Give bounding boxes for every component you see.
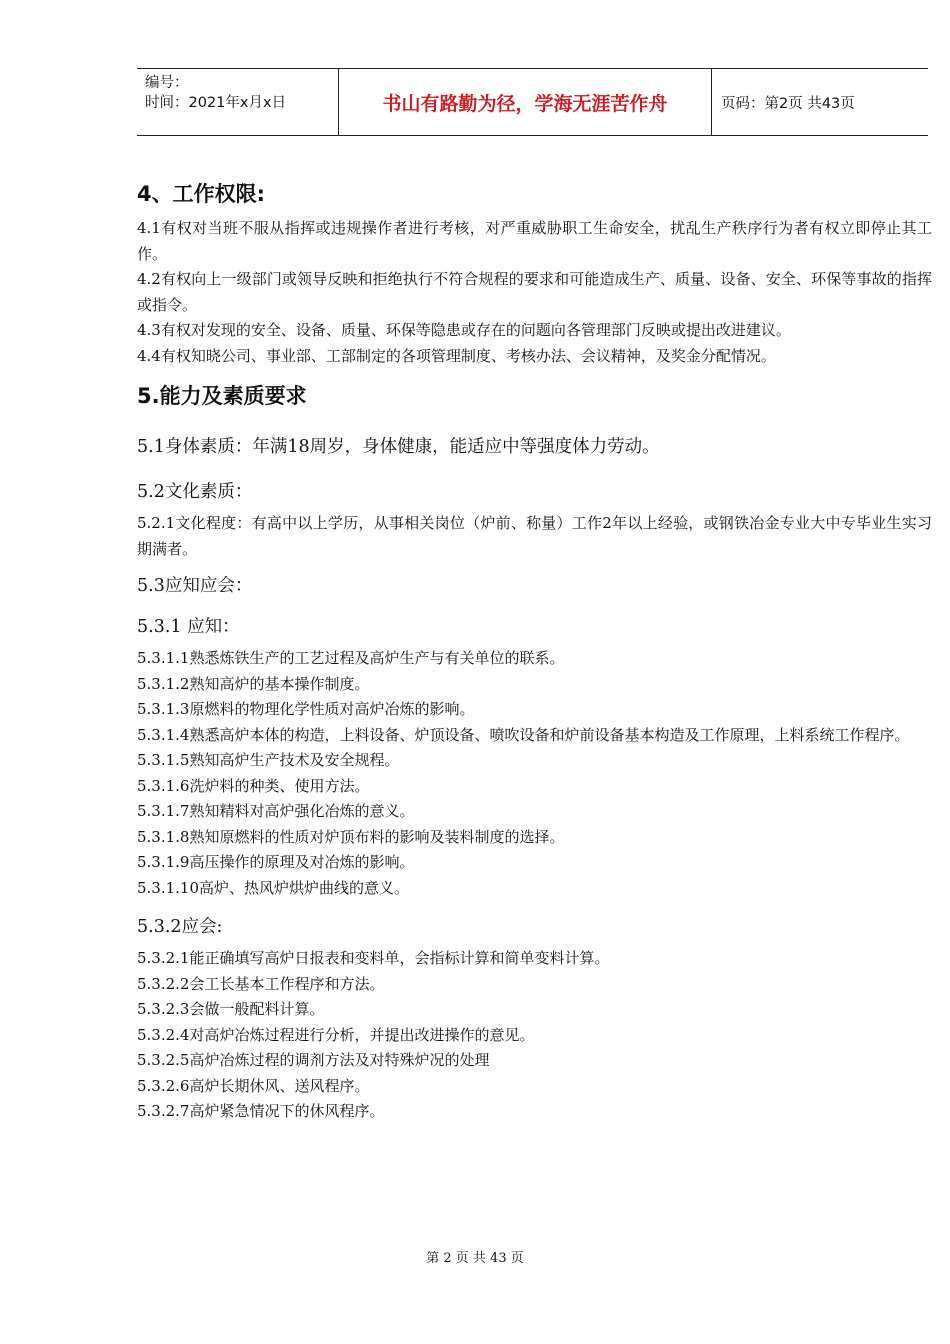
section-5-3-2-list (137, 946, 932, 1125)
section-5-1: 5.1身体素质：年满18周岁，身体健康，能适应中等强度体力劳动。 (137, 437, 660, 457)
list-item: 5.3.2.1能正确填写高炉日报表和变料单，会指标计算和简单变料计算。 (137, 949, 610, 967)
header-table (137, 68, 928, 136)
list-item: 4.4有权知晓公司、事业部、工部制定的各项管理制度、考核办法、会议精神，及奖金分配情况。 (137, 346, 776, 365)
list-item: 5.3.1.3原燃料的物理化学性质对高炉冶炼的影响。 (137, 700, 475, 718)
list-item: 5.3.1.6洗炉料的种类、使用方法。 (137, 776, 370, 795)
list-item: 4.3有权对发现的安全、设备、质量、环保等隐患或存在的问题向各管理部门反映或提出改进建议。 (137, 321, 791, 339)
doc-date: 时间：2021年x月x日 (145, 95, 287, 111)
list-item: 5.3.1.5熟知高炉生产技术及安全规程。 (137, 751, 400, 769)
list-item: 5.3.1.9高压操作的原理及对冶炼的影响。 (137, 853, 415, 871)
list-item: 5.3.2.4对高炉冶炼过程进行分析，并提出改进操作的意见。 (137, 1025, 535, 1044)
list-item: 5.3.2.7高炉紧急情况下的休风程序。 (137, 1102, 385, 1120)
list-item: 5.3.1.2熟知高炉的基本操作制度。 (137, 674, 370, 693)
section-5-3-title: 5.3应知应会： (137, 576, 253, 596)
header-motto: 书山有路勤为径，学海无涯苦作舟 (339, 69, 712, 135)
list-item: 5.3.2.6高炉长期休风、送风程序。 (137, 1076, 370, 1095)
list-item: 5.3.2.2会工长基本工作程序和方法。 (137, 974, 385, 993)
list-item: 5.3.2.5高炉冶炼过程的调剂方法及对特殊炉况的处理 (137, 1051, 490, 1069)
section-5-title: 5.能力及素质要求 (137, 384, 307, 408)
section-5-3-2-title: 5.3.2应会: (137, 917, 223, 937)
section-5-3-1-title: 5.3.1 应知： (137, 617, 240, 637)
section-5-2-title: 5.2文化素质： (137, 482, 253, 502)
section-5-3-1-list (137, 646, 932, 901)
page-footer: 第 2 页 共 43 页 (426, 1251, 524, 1266)
header-meta-cell (137, 69, 339, 135)
header-page-code: 页码：第2页 共43页 (721, 95, 855, 112)
doc-number-label: 编号： (145, 75, 189, 91)
list-item: 5.3.1.1熟悉炼铁生产的工艺过程及高炉生产与有关单位的联系。 (137, 649, 565, 667)
list-item: 4.1有权对当班不服从指挥或违规操作者进行考核，对严重威胁职工生命安全，扰乱生产秩序行为者有权立即停止其工作。 (137, 219, 932, 263)
section-4-list (137, 216, 932, 369)
list-item: 5.3.1.7熟知精料对高炉强化冶炼的意义。 (137, 802, 415, 820)
list-item: 5.3.2.3会做一般配料计算。 (137, 1000, 325, 1018)
section-4-title: 4、工作权限: (137, 182, 266, 206)
list-item: 5.3.1.10高炉、热风炉烘炉曲线的意义。 (137, 878, 410, 897)
document-body (137, 176, 932, 1125)
list-item: 4.2有权向上一级部门或领导反映和拒绝执行不符合规程的要求和可能造成生产、质量、设备、安全、环保等事故的指挥或指令。 (137, 270, 932, 314)
section-5-2-1: 5.2.1文化程度：有高中以上学历，从事相关岗位（炉前、称量）工作2年以上经验，或钢铁冶金专业大中专毕业生实习期满者。 (137, 514, 932, 558)
list-item: 5.3.1.4熟悉高炉本体的构造，上料设备、炉顶设备、喷吹设备和炉前设备基本构造及工作原理，上料系统工作程序。 (137, 725, 910, 744)
list-item: 5.3.1.8熟知原燃料的性质对炉顶布料的影响及装料制度的选择。 (137, 827, 565, 846)
